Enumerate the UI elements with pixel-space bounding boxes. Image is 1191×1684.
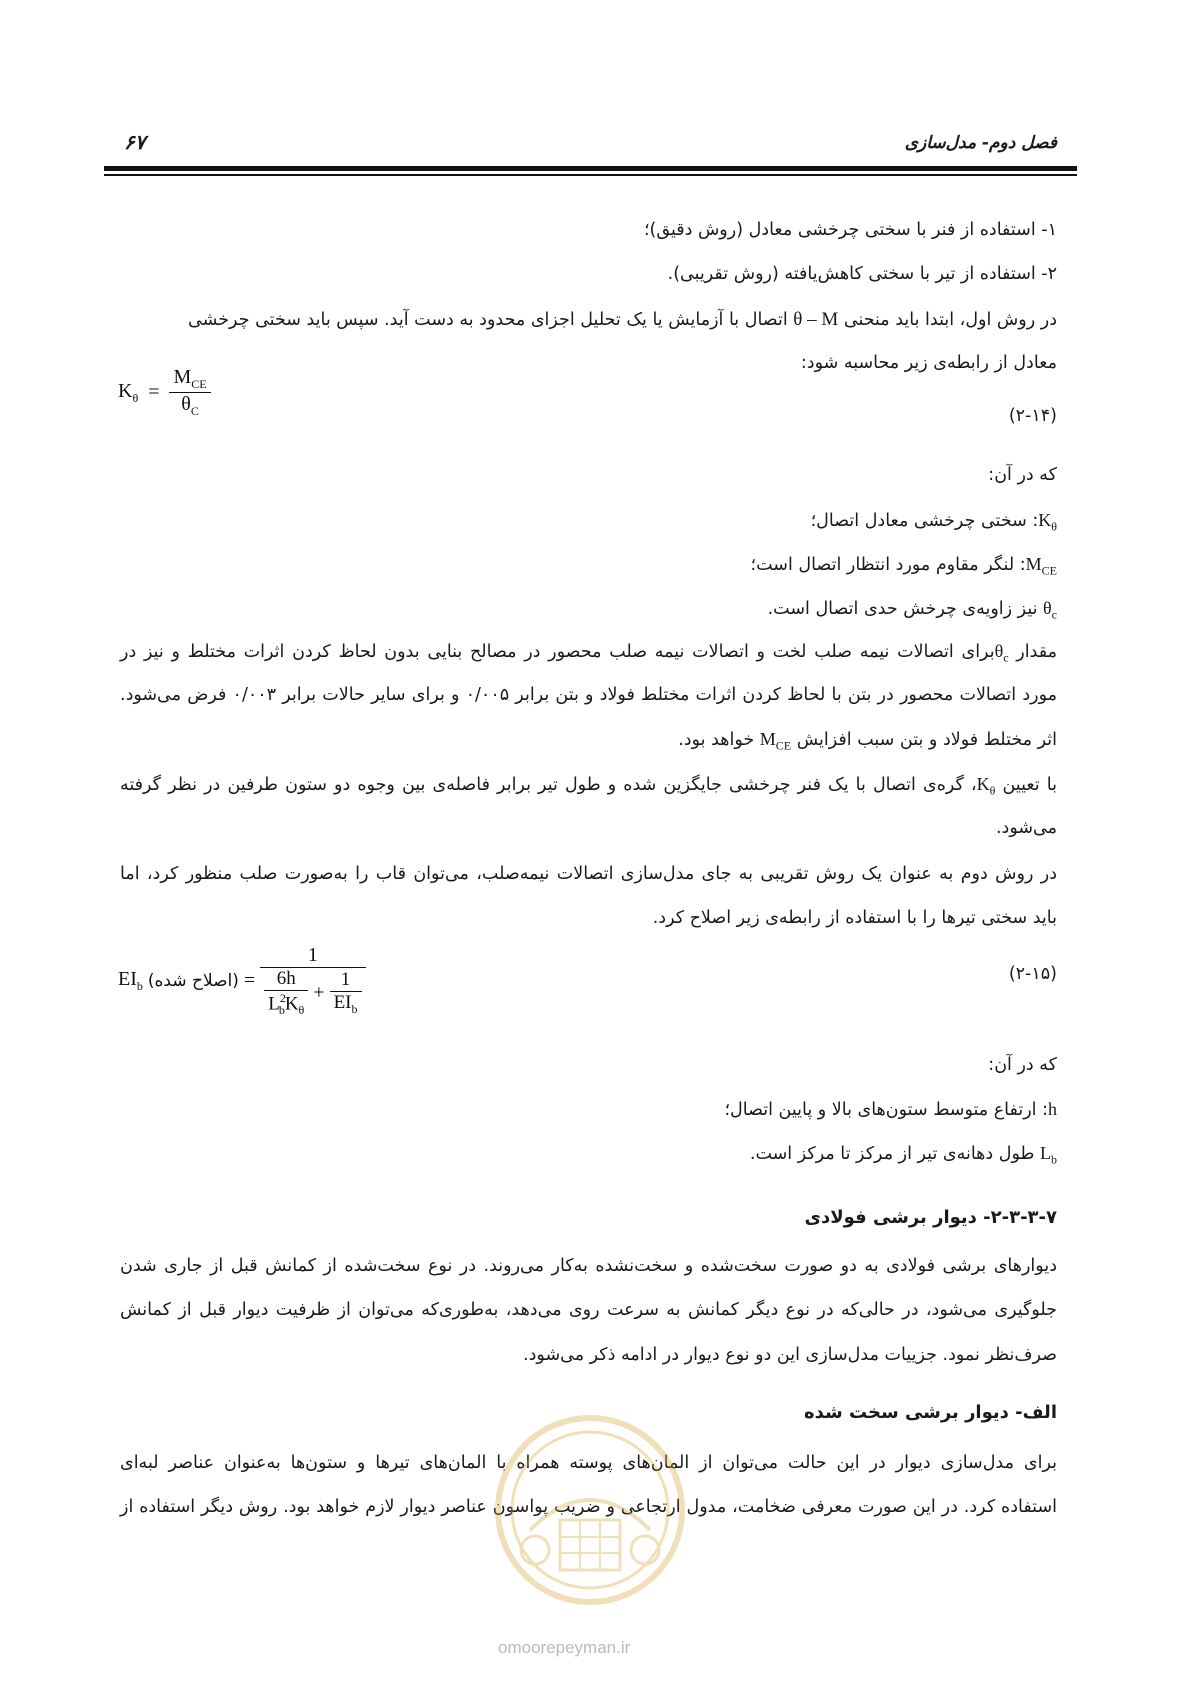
equation-14-number: (۲-۱۴) [1008, 406, 1057, 426]
list-item-2: ۲- استفاده از تیر با سختی کاهش‌یافته (روش تقریبی). [667, 264, 1057, 284]
paragraph-3-line-2: می‌شود. [995, 818, 1057, 838]
list-item-1: ۱- استفاده از فنر با سختی چرخشی معادل (روش دقیق)؛ [643, 220, 1057, 240]
header-rule-thick [104, 166, 1077, 171]
where-label-2: که در آن: [988, 1055, 1057, 1075]
definition-h: h: ارتفاع متوسط ستون‌های بالا و پایین اتصال؛ [724, 1099, 1057, 1120]
eq14-fraction: $\frac{M_{CE}}{\theta_C}$ [169, 366, 210, 419]
p1-text-a: در روش اول، ابتدا باید منحنی [843, 310, 1057, 330]
chapter-title: فصل دوم- مدل‌سازی [904, 133, 1057, 153]
definition-theta-c: $\theta_c$ نیز زاویه‌ی چرخش حدی اتصال است. [767, 598, 1057, 622]
definition-m-ce: $M_{CE}$: لنگر مقاوم مورد انتظار اتصال است؛ [750, 554, 1057, 578]
paragraph-2-line-2: مورد اتصالات محصور در بتن با لحاظ کردن اثرات مختلط فولاد و بتن برابر ۰/۰۰۵ و برای سایر حالات برابر ۰/۰۰۳ فرض می‌شود. [120, 685, 1057, 705]
paragraph-4-line-1: در روش دوم به عنوان یک روش تقریبی به جای مدل‌سازی اتصالات نیمه‌صلب، می‌توان قاب را به‌صورت صلب منظور کرد، اما [120, 864, 1057, 884]
eq15-fraction: 1 $\frac{6h}{L^2_bK_\theta}$ + $\frac{1}{EI_b}$ [260, 944, 365, 1018]
p1-expr: θ – M [793, 309, 839, 330]
publisher-seal-watermark [490, 1410, 690, 1610]
equation-15-number: (۲-۱۵) [1008, 964, 1057, 984]
paragraph-2-line-1: مقدار $\theta_cبرای$ اتصالات نیمه صلب لخت و اتصالات نیمه صلب محصور در مصالح بنایی بدون لحاظ کردن اثرات مختلط و نیز در [120, 641, 1057, 665]
paragraph-3-line-1: با تعیین $K_\theta،$ گره‌ی اتصال با یک فنر چرخشی جایگزین شده و طول تیر برابر فاصله‌ی بین وجوه دو ستون طرفین در نظر گرفته [120, 774, 1057, 798]
paragraph-2-line-3: اثر مختلط فولاد و بتن سبب افزایش $M_{CE}$ خواهد بود. [678, 729, 1057, 753]
watermark-site: omoorepeyman.ir [498, 1638, 631, 1657]
paragraph-5-line-2: جلوگیری می‌شود، در حالی‌که در نوع دیگر کمانش به سرعت روی می‌دهد، به‌طوری‌که می‌توان از ظرفیت دیوار قبل از کمانش [120, 1300, 1057, 1320]
definition-l-b: $L_b$ طول دهانه‌ی تیر از مرکز تا مرکز است. [749, 1143, 1057, 1167]
eq14-lhs: $K_\theta$ [118, 379, 139, 405]
paragraph-1-line-1 [120, 309, 1057, 331]
where-label-1: که در آن: [988, 465, 1057, 485]
paragraph-6-line-1: برای مدل‌سازی دیوار در این حالت می‌توان از المان‌های پوسته همراه با المان‌های تیرها و ستون‌ها به‌عنوان عناصر لبه‌ای [120, 1453, 1057, 1473]
paragraph-5-line-3: صرف‌نظر نمود. جزییات مدل‌سازی این دو نوع دیوار در ادامه ذکر می‌شود. [523, 1345, 1057, 1365]
sub-heading: الف- دیوار برشی سخت شده [803, 1402, 1057, 1423]
paragraph-6-line-2: استفاده کرد. در این صورت معرفی ضخامت، مدول ارتجاعی و ضریب پواسون عناصر دیوار لازم خواهد بود. روش دیگر استفاده از [120, 1497, 1057, 1517]
equation-15: $EI_b$ (اصلاح شده) = 1 $\frac{6h}{L^2_bK_\theta}$ + $\frac{1}{EI_b}$ [118, 944, 366, 1018]
paragraph-4-line-2: باید سختی تیرها را با استفاده از رابطه‌ی زیر اصلاح کرد. [652, 908, 1057, 928]
definition-k-theta: $K_\theta$: سختی چرخشی معادل اتصال؛ [810, 510, 1057, 534]
section-heading: ۲-۳-۳-۷- دیوار برشی فولادی [804, 1207, 1057, 1228]
equation-14: $K_\theta$ = $\frac{M_{CE}}{\theta_C}$ [118, 366, 211, 419]
header-rule-thin [104, 174, 1077, 176]
paragraph-1-line-2: معادل از رابطه‌ی زیر محاسبه شود: [800, 353, 1057, 373]
paragraph-5-line-1: دیوارهای برشی فولادی به دو صورت سخت‌شده و سخت‌نشده به‌کار می‌روند. در نوع سخت‌شده از کمانش قبل از جاری شدن [120, 1256, 1057, 1276]
p1-text-b: اتصال با آزمایش یا یک تحلیل اجزای محدود به دست آید. سپس باید سختی چرخشی [188, 310, 788, 330]
eq15-label: (اصلاح شده) [147, 971, 239, 992]
page-number: ۶۷ [124, 130, 146, 154]
